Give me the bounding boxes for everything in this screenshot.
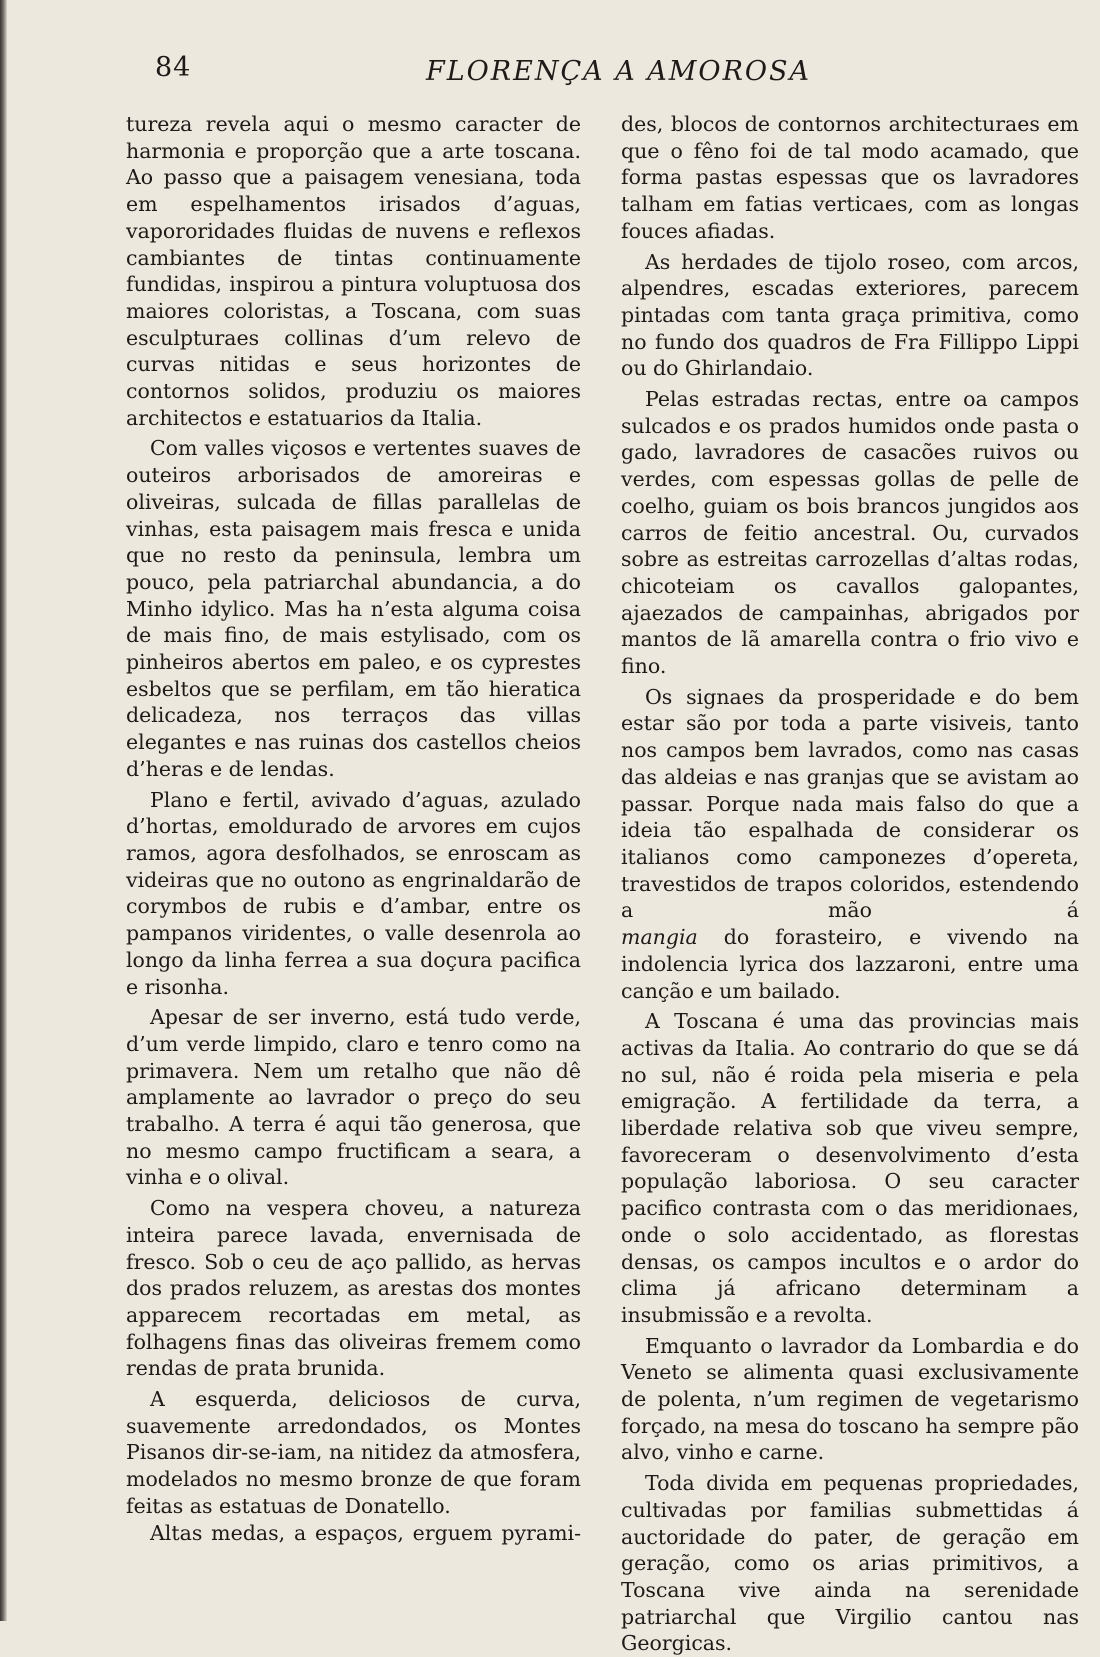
- paragraph: Pelas estradas rectas, entre oa campos sulcados e os prados humidos onde pasta o gado, lavradores de casacões ruivos ou verdes, com espessas gollas de pelle de coelho, guiam os bois brancos jungidos aos carros de feitio ancestral. Ou, curvados sobre as estreitas carrozellas d’altas rodas, chicoteiam os cavallos galopantes, ajaezados de campainhas, abrigados por mantos de lã amarella contra o frio vivo e fino.: [621, 387, 1079, 679]
- paragraph-continuation: do forasteiro, e vivendo na indolencia lyrica dos lazzaroni, entre uma canção e um bailado.: [621, 925, 1079, 1003]
- paragraph: Altas medas, a espaços, erguem pyrami-: [150, 1520, 581, 1545]
- left-text-column: [126, 111, 581, 1546]
- paragraph: tureza revela aqui o mesmo caracter de harmonia e proporção que a arte toscana. Ao passo que a paisagem venesiana, toda em espelhamentos irisados d’aguas, vapororidades fluidas de nuvens e reflexos cambiantes de tintas continuamente fundidas, inspirou a pintura voluptuosa dos maiores coloristas, a Toscana, com suas esculpturaes collinas d’um relevo de curvas nitidas e seus horizontes de contornos solidos, produziu os maiores architectos e estatuarios da Italia.: [126, 112, 581, 430]
- page-number: 84: [155, 52, 192, 83]
- paragraph: Apesar de ser inverno, está tudo verde, d’um verde limpido, claro e tenro como na primavera. Nem um retalho que não dê amplamente ao lavrador o preço do seu trabalho. A terra é aqui tão generosa, que no mesmo campo fructificam a seara, a vinha e o olival.: [126, 1005, 581, 1190]
- italic-word: mangia: [621, 925, 698, 950]
- paragraph: A esquerda, deliciosos de curva, suavemente arredondados, os Montes Pisanos dir-se-iam, na nitidez da atmosfera, modelados no mesmo bronze de que foram feitas as estatuas de Donatello.: [126, 1387, 581, 1518]
- paragraph: Os signaes da prosperidade e do bem estar são por toda a parte visiveis, tanto nos campos bem lavrados, como nas casas das aldeias e nas granjas que se avistam ao passar. Porque nada mais falso do que a ideia tão espalhada de considerar os italianos como camponezes d’opereta, travestidos de trapos coloridos, estendendo a mão á: [621, 684, 1079, 923]
- paragraph: Como na vespera choveu, a natureza inteira parece lavada, envernisada de fresco. Sob o ceu de aço pallido, as hervas dos prados reluzem, as arestas dos montes apparecem recortadas em metal, as folhagens finas das oliveiras fremem como rendas de prata brunida.: [126, 1196, 581, 1381]
- paragraph: [621, 924, 1079, 1004]
- right-text-column: [621, 111, 1079, 1657]
- page-binding-edge: [0, 0, 7, 1621]
- paragraph: Toda divida em pequenas propriedades, cultivadas por familias submettidas á auctoridade do pater, de geração em geração, como os arias primitivos, a Toscana vive ainda na serenidade patriarchal que Virgilio cantou nas Georgicas.: [621, 1471, 1079, 1656]
- paragraph: A Toscana é uma das provincias mais activas da Italia. Ao contrario do que se dá no sul, não é roida pela miseria e pela emigração. A fertilidade da terra, a liberdade relativa sob que viveu sempre, favoreceram o desenvolvimento d’esta população laboriosa. O seu caracter pacifico contrasta com o das meridionaes, onde o solo accidentado, as florestas densas, os campos incultos e o ardor do clima já africano determinam a insubmissão e a revolta.: [621, 1009, 1079, 1327]
- paragraph: Plano e fertil, avivado d’aguas, azulado d’hortas, emoldurado de arvores em cujos ramos, agora desfolhados, se enroscam as videiras que no outono as engrinaldarão de corymbos de rubis e d’ambar, entre os pampanos viridentes, o valle desenrola ao longo da linha ferrea a sua doçura pacifica e risonha.: [126, 787, 581, 999]
- paragraph: Emquanto o lavrador da Lombardia e do Veneto se alimenta quasi exclusivamente de polenta, n’um regimen de vegetarismo forçado, na mesa do toscano ha sempre pão alvo, vinho e carne.: [621, 1333, 1079, 1465]
- paragraph: As herdades de tijolo roseo, com arcos, alpendres, escadas exteriores, parecem pintadas com tanta graça primitiva, como no fundo dos quadros de Fra Fillippo Lippi ou do Ghirlandaio.: [621, 249, 1079, 381]
- paragraph: des, blocos de contornos architecturaes em que o fêno foi de tal modo acamado, que forma pastas espessas que os lavradores talham em fatias verticaes, com as longas fouces afiadas.: [621, 112, 1079, 243]
- paragraph: Com valles viçosos e vertentes suaves de outeiros arborisados de amoreiras e oliveiras, sulcada de fillas parallelas de vinhas, esta paisagem mais fresca e unida que no resto da peninsula, lembra um pouco, pela patriarchal abundancia, a do Minho idylico. Mas ha n’esta alguma coisa de mais fino, de mais estylisado, com os pinheiros abertos em paleo, e os cyprestes esbeltos que se perfilam, em tão hieratica delicadeza, nos terraços das villas elegantes e nas ruinas dos castellos cheios d’heras e de lendas.: [126, 436, 581, 781]
- running-head-title: FLORENÇA A AMOROSA: [426, 56, 812, 87]
